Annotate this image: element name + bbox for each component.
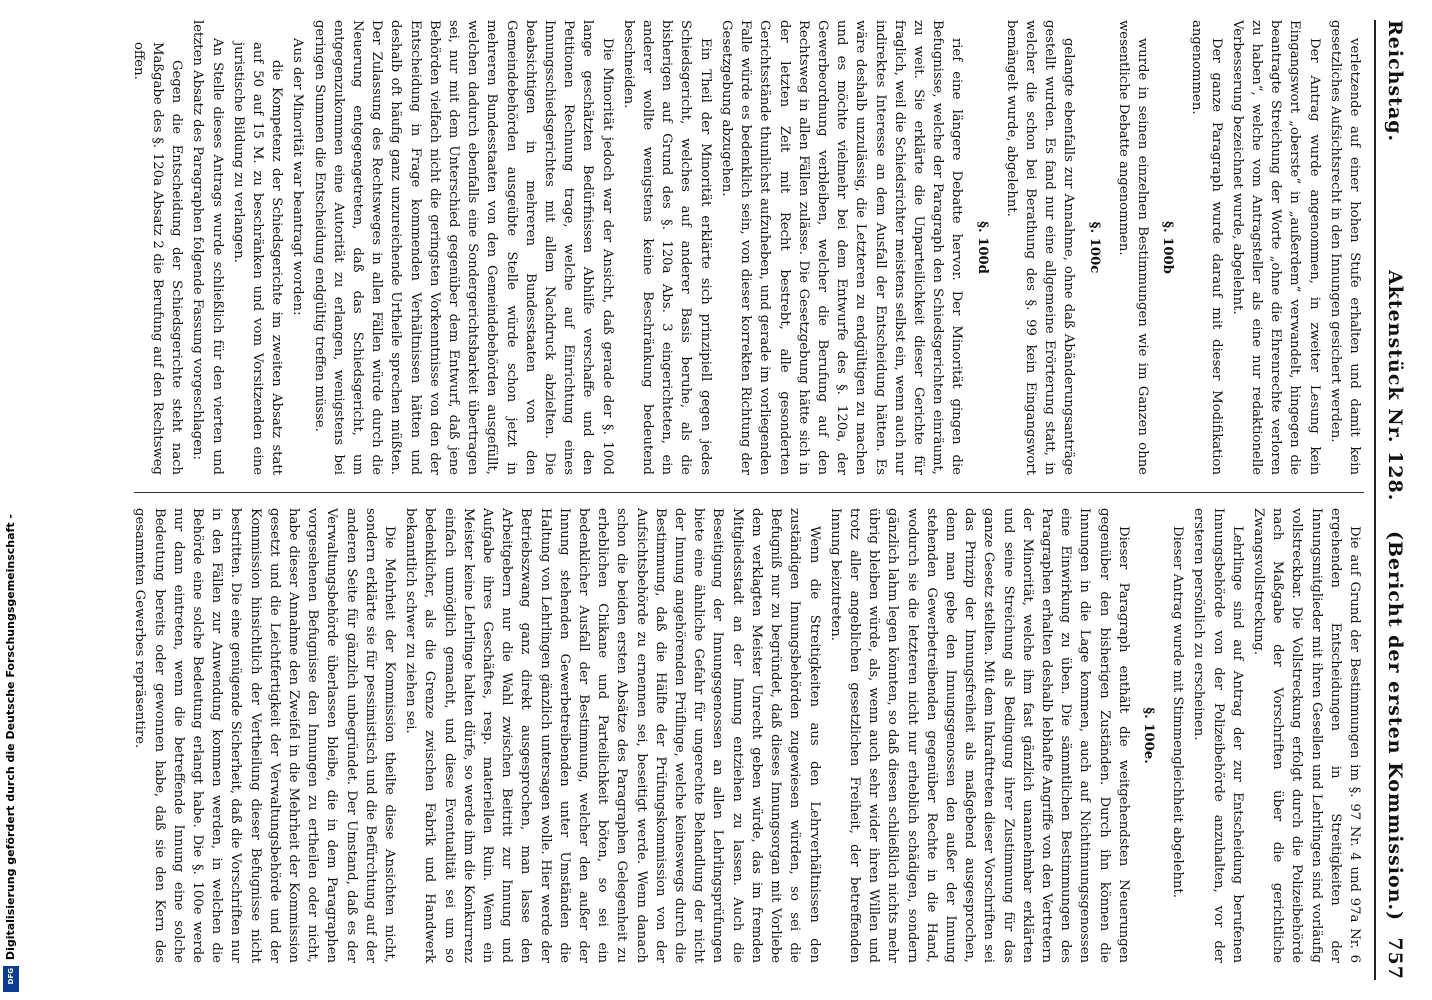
digitization-note: Digitalisierung gefördert durch die Deutsche Forschungsgemeinschaft - — [4, 513, 17, 960]
left-column — [127, 20, 1364, 475]
paragraph: Wenn die Streitigkeiten aus den Lehrverhältnissen den zuständigen Innungsbehörden zugewiesen würden, so sei die Befugniß nur zu begründet, daß dieses Innungsorgan mit Vorliebe dem verklagten Meister Unrecht geben würde, das im fremden Mitgliedsstadt an der Innung entziehen zu lassen. Auch die Beseitigung der Innungsgenossen an allen Lehrlingsprüfungen biete eine ähnliche Gefahr für ungerechte Behandlung der nicht der Innung angehörenden Prüflinge, welche keineswegs durch die Bestimmung, daß die Hälfte der Prüfungskommission von der Aufsichtsbehörde zu ernennen sei, beseitigt werde. Wenn danach schon die beiden ersten Absätze des Paragraphen Gelegenheit zu erheblichen Chikane und Parteilichkeit böten, so sei ein bedenklicher Ausfall der Bestimmung, welcher den außer der Innung stehenden Gewerbetreibenden unter Umständen die Haltung von Lehrlingen gänzlich untersagen wolle. Hier werde der Betriebszwang ganz direkt ausgesprochen, man lasse den Arbeitgebern nur die Wahl zwischen Beitritt zur Innung und Aufgabe ihres Geschäftes, resp. materiellen Ruin. Wenn ein Meister keine Lehrlinge halten dürfe, so werde ihm die Konkurrenz einfach unmöglich gemacht, und diese Eventualität sei um so bedenklicher, als die Grenze zwischen Fabrik und Handwerk bekanntlich schwer zu ziehen sei. — [403, 508, 822, 963]
right-column — [128, 508, 1364, 963]
paragraph: Der Antrag wurde angenommen, in zweiter Lesung kein Eingangswort „oberste“ in „außerdem“ verwandelt, hingegen die beantragte Streichung der Worte „ohne die Ehrenrechte verloren zu haben“, welche vom Antragsteller als eine nur redaktionelle Verbesserung bezeichnet wurde, abgelehnt. — [1229, 20, 1322, 475]
section-heading: §. 100d — [974, 221, 990, 274]
digitization-strip — [0, 0, 24, 1000]
header-center — [1384, 270, 1406, 921]
paragraph: Aus der Minorität war beantragt worden: — [290, 38, 306, 316]
document-page — [110, 20, 1410, 980]
paragraph: die Kompetenz der Schiedsgerichte im zweiten Absatz statt auf 50 auf 15 M. zu beschränken und vom Vorsitzenden eine juristische Bildung zu verlangen. — [230, 42, 285, 475]
paragraph: Lehrlinge sind auf Antrag der zur Entscheidung berufenen Innungsbehörde von der Polizeibehörde anzuhalten, vor der ersteren persönlich zu erscheinen. — [1191, 508, 1245, 963]
paragraph: Gegen die Entscheidung der Schiedsgerichte steht nach Maßgabe des §. 120a Absatz 2 die Berufung auf den Rechtsweg offen. — [130, 42, 185, 475]
paragraph: Die Mehrheit der Kommission theilte diese Ansichten nicht, sondern erklärte sie für pessimistisch und die Befürchtung auf der anderen Seite für gänzlich unbegründet. Der Umstand, daß es der Verwaltungsbehörde überlassen bleibe, die in dem Paragraphen vorgesehenen Befugnisse den Innungen zu ertheilen oder nicht, habe dieser Annahme den Zweifel in die Mehrheit der Kommission gesetzt und die Leichtfertigkeit der Verwaltungsbehörde und der Kommission hinsichtlich der Vertheilung dieser Befugnisse nicht bestritten. Die eine genügende Sicherheit, daß die Vorschriften nur in den Fällen zur Anwendung kommen werden, in welchen die Behörde eine solche Bedeutung erlangt habe. Die §. 100e werde nur dann eintreten, wenn die betreffende Innung eine solche Bedeutung bereits oder gewonnen habe, daß sie den Kern des gesammten Gewerbes repräsentire. — [132, 508, 398, 963]
paragraph: Der ganze Paragraph wurde darauf mit dieser Modifikation angenommen. — [1189, 20, 1224, 475]
header-document-number: Aktenstück Nr. 128. — [1384, 270, 1406, 502]
paragraph: Dieser Antrag wurde mit Stimmengleichheit abgelehnt. — [1170, 526, 1186, 898]
paragraph: Die Minorität jedoch war der Ansicht, daß gerade der §. 100d lange geschätzten Bedürfnissen Abhilfe verschaffe und den Petitionen Rechnung trage, welche auf Einrichtung eines Innungsschiedsgerichtes mit allem Nachdruck abzielten. Die beabsichtigen in mehreren Bundesstaaten von den Gemeindebehörden ausgeübte Stelle würde schon jetzt in mehreren Bundesstaaten von den Gemeindebehörden ausgefüllt, welchen dadurch ebenfalls eine Sondergerichtsbarkeit übertragen sei, nur mit dem Unterschied gegenüber dem Entwurf, daß jene Behörden vielfach nicht die geringsten Vorkenntnisse von den der Entscheidung in Frage kommenden Verhältnissen hätten und deshalb oft häufig ganz unzureichende Urtheile sprechen müßten. Der Zulassung des Rechtsweges in allen Fällen würde durch die Neuerung entgegengetreten, daß das Schiedsgericht, um entgegenzukommen eine Autorität zu erlangen, wenigstens bei geringen Summen die Entscheidung endgültig treffen müsse. — [311, 20, 615, 475]
paragraph: Die auf Grund der Bestimmungen im §. 97 Nr. 4 und 97a Nr. 6 ergehenden Entscheidungen in Streitigkeiten der Innungsmitglieder mit ihren Gesellen und Lehrlingen sind vorläufig vollstreckbar. Die Vollstreckung erfolgt durch die Polizeibehörde nach Maßgabe der Vorschriften über die gerichtliche Zwangsvollstreckung. — [1250, 508, 1362, 963]
header-report-title: (Bericht der ersten Kommission.) — [1384, 530, 1406, 922]
column-divider — [134, 492, 1364, 493]
paragraph: An Stelle dieses Antrags wurde schließlich für den vierten und letzten Absatz des Paragraphen folgende Fassung vorgeschlagen: — [190, 20, 225, 475]
paragraph: Dieser Paragraph enthält die weitgehendsten Neuerungen gegenüber den bisherigen Zuständen. Durch ihn können die Innungen in die Lage kommen, auch auf Nichtinnungsgenossen eine Einwirkung zu üben. Die sämmtlichen Bestimmungen des Paragraphen erhalten deshalb lebhafte Angriffe von den Vertretern der Minorität, welche ihm fast gänzlich unannehmbar erklärten und seine Streichung als Bedingung ihrer Zustimmung für das ganze Gesetz stellten. Mit dem Inkrafttreten dieser Vorschriften sei das Prinzip der Innungsfreiheit als maßgebend ausgesprochen, denn man gebe den Innungsgenossen den außer der Innung stehenden Gewerbetreibenden gegenüber Rechte in die Hand, wodurch sie die letzteren nicht nur erheblich schädigen, sondern gänzlich lahm legen könnten, so daß diesen schließlich nichts mehr übrig bleiben würde, als, wenn auch sehr wider ihren Willen und trotz aller angeblichen gesetzlichen Freiheit, der betreffenden Innung beizutreten. — [827, 508, 1131, 963]
paragraph: Ein Theil der Minorität erklärte sich prinzipiell gegen jedes Schiedsgericht, welches auf anderer Basis beruhe, als die bisherigen auf Grund des §. 120a Abs. 3 eingerichteten, ein anderer wollte wenigstens keine Beschränkung bedeutend beschneiden. — [620, 20, 713, 475]
dfg-logo-text: DFG — [7, 968, 15, 985]
section-heading: §. 100e. — [1140, 707, 1156, 764]
section-heading: §. 100b — [1160, 221, 1176, 274]
paragraph: gelangte ebenfalls zur Annahme, ohne daß Abänderungsanträge gestellt wurden. Es fand nur eine allgemeine Erörterung statt, in welcher die schon bei Berathung des §. 99 kein Eingangswort bemängelt wurde, abgelehnt. — [1003, 20, 1077, 475]
page-header — [1378, 20, 1410, 980]
dfg-logo — [3, 966, 19, 992]
section-heading: §. 100c — [1086, 221, 1102, 274]
paragraph: verletzende auf einer hohen Stufe erhalten und damit kein gesetzliches Aufsichtsrecht in den Innungen gesichert werden. — [1327, 20, 1362, 475]
paragraph: rief eine längere Debatte hervor. Der Minorität gingen die Befugnisse, welche der Paragraph den Schiedsgerichten einräumt, zu weit. Sie erklärte die Unparteilichkeit dieser Gerichte für fraglich, weil die Schiedsrichter meistens selbst ein, wenn auch nur indirektes Interesse an dem Ausfall der Entscheidung hätten. Es wäre deshalb unzulässig, die Letzteren zu endgültigen zu machen und es möchte vielmehr bei dem Entwurfe des §. 120a, der Gewerbeordnung verbleiben, welcher die Berufung auf den Rechtsweg in allen Fällen zulässe. Die Gesetzgebung hätte sich in der letzten Zeit mit Recht bestrebt, alle gesonderten Gerichtsstände thunlichst aufzuheben, und gerade im vorliegenden Falle würde es bedenklich sein, von dieser korrekten Richtung der Gesetzgebung abzugehen. — [718, 20, 965, 475]
paragraph: wurde in seinen einzelnen Bestimmungen wie im Ganzen ohne wesentliche Debatte angenommen. — [1115, 20, 1150, 475]
header-rule — [1374, 20, 1376, 980]
header-left: Reichstag. — [1384, 20, 1406, 143]
page-number: 757 — [1384, 937, 1406, 980]
